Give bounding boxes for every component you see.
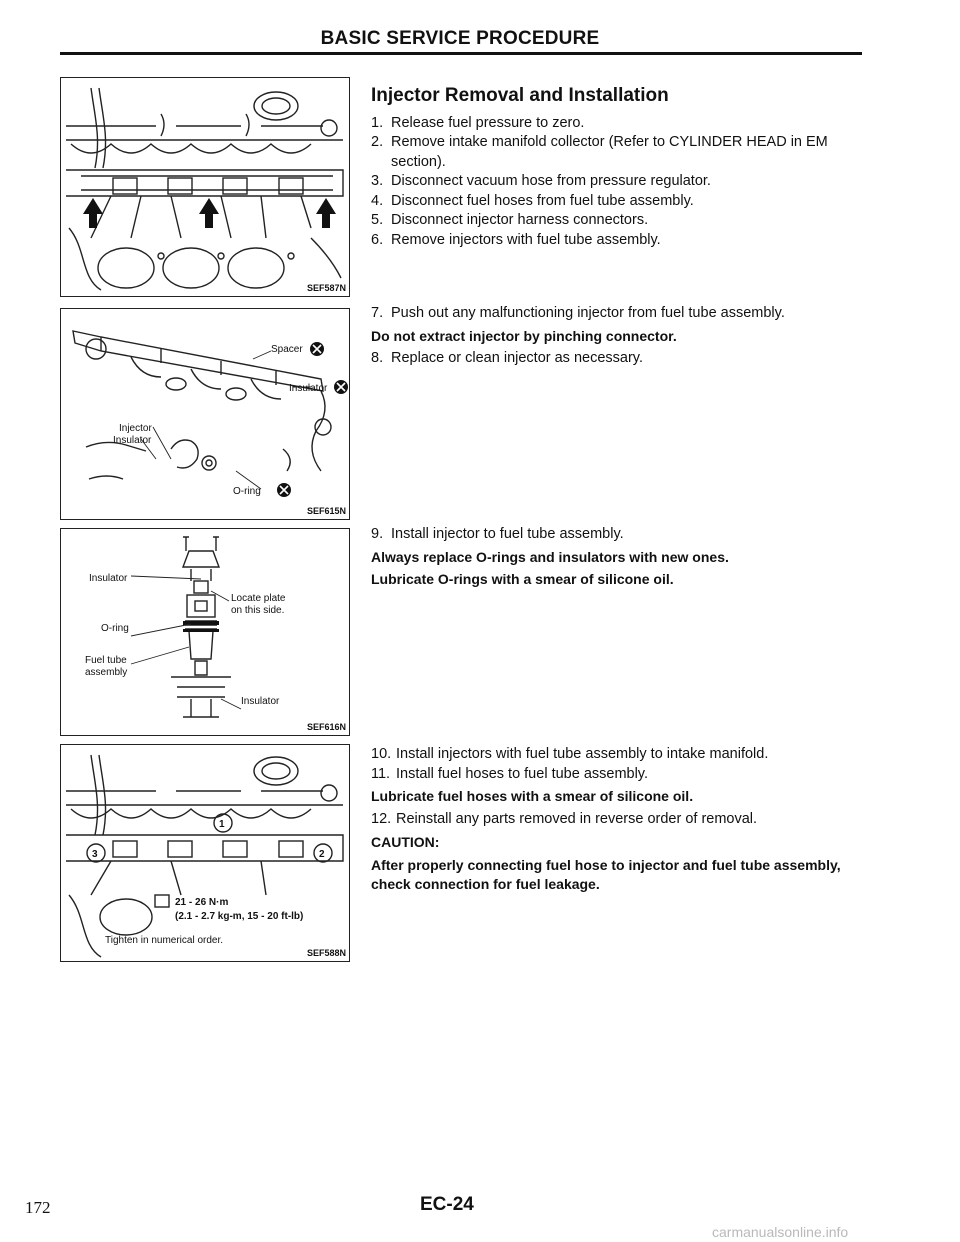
- warning-note: Lubricate fuel hoses with a smear of silicone oil.: [371, 788, 694, 804]
- header-divider: [60, 52, 862, 55]
- locate-plate-label: Locate plate: [231, 593, 286, 604]
- reinstall-steps: [371, 745, 863, 898]
- step-item: 3. Disconnect vacuum hose from pressure regulator.: [371, 173, 711, 189]
- o-ring-label: O-ring: [233, 486, 261, 497]
- figure-injector-tightening: [60, 744, 350, 962]
- step-item: 7. Push out any malfunctioning injector from fuel tube assembly.: [371, 305, 785, 321]
- figure-injector-parts: [60, 308, 350, 520]
- injector-cross-section-drawing: [61, 529, 349, 735]
- bolt-order-3: 3: [92, 849, 98, 860]
- figure-code: SEF587N: [306, 283, 346, 293]
- insulator-label: Insulator: [89, 573, 128, 584]
- step-item: 4. Disconnect fuel hoses from fuel tube assembly.: [371, 192, 694, 209]
- page-title: BASIC SERVICE PROCEDURE: [320, 28, 600, 49]
- fuel-tube-label: assembly: [85, 667, 128, 678]
- engine-top-view-drawing: [61, 78, 349, 296]
- figure-injector-removal: [60, 77, 350, 297]
- insulator-label: Insulator: [289, 383, 328, 394]
- tighten-order-label: Tighten in numerical order.: [105, 935, 224, 946]
- insulator-label: Insulator: [241, 696, 280, 707]
- step-item: 10. Install injectors with fuel tube assembly to intake manifold.: [371, 746, 769, 762]
- figure-code: SEF588N: [306, 948, 346, 958]
- warning-note: Always replace O-rings and insulators with new ones.: [371, 548, 729, 565]
- engine-torque-order-drawing: [61, 745, 349, 961]
- bolt-order-2: 2: [319, 849, 325, 860]
- warning-note: Lubricate O-rings with a smear of silicone oil.: [371, 571, 674, 587]
- insulator-label: Insulator: [113, 435, 152, 446]
- step-item: 11. Install fuel hoses to fuel tube assembly.: [371, 765, 649, 782]
- figure-code: SEF615N: [306, 506, 346, 516]
- removal-steps: [371, 86, 863, 250]
- step-item: 9. Install injector to fuel tube assembly.: [371, 526, 624, 542]
- step-item: 8. Replace or clean injector as necessary.: [371, 350, 643, 366]
- torque-value-label: (2.1 - 2.7 kg-m, 15 - 20 ft-lb): [175, 911, 304, 922]
- watermark: carmanualsonline.info: [712, 1224, 849, 1240]
- spacer-label: Spacer: [271, 344, 303, 355]
- locate-plate-label: on this side.: [231, 605, 285, 616]
- fuel-tube-label: Fuel tube: [85, 655, 127, 666]
- page-number: 172: [25, 1198, 51, 1217]
- section-title: Injector Removal and Installation: [371, 85, 669, 106]
- torque-value-label: 21 - 26 N·m: [175, 897, 229, 908]
- step-item: 1. Release fuel pressure to zero.: [371, 114, 585, 131]
- o-ring-label: O-ring: [101, 623, 129, 634]
- bolt-order-1: 1: [219, 819, 225, 830]
- injector-replacement-steps: [371, 304, 863, 369]
- step-item: 5. Disconnect injector harness connectors.: [371, 212, 649, 228]
- injector-install-steps: [371, 525, 863, 593]
- step-item: 12. Reinstall any parts removed in reverse order of removal.: [371, 810, 758, 827]
- figure-code: SEF616N: [306, 722, 346, 732]
- step-item: 2. Remove intake manifold collector (Refer to CYLINDER HEAD in EM section).: [371, 134, 828, 170]
- warning-note: Do not extract injector by pinching connector.: [371, 327, 677, 344]
- section-page-code: EC-24: [420, 1194, 474, 1215]
- fuel-tube-exploded-drawing: [61, 309, 349, 519]
- injector-label: Injector: [119, 423, 152, 434]
- caution-text: After properly connecting fuel hose to injector and fuel tube assembly, check connection for fuel leakage.: [371, 856, 841, 892]
- step-item: 6. Remove injectors with fuel tube assembly.: [371, 231, 661, 248]
- caution-label: CAUTION:: [371, 834, 440, 850]
- figure-injector-installation: [60, 528, 350, 736]
